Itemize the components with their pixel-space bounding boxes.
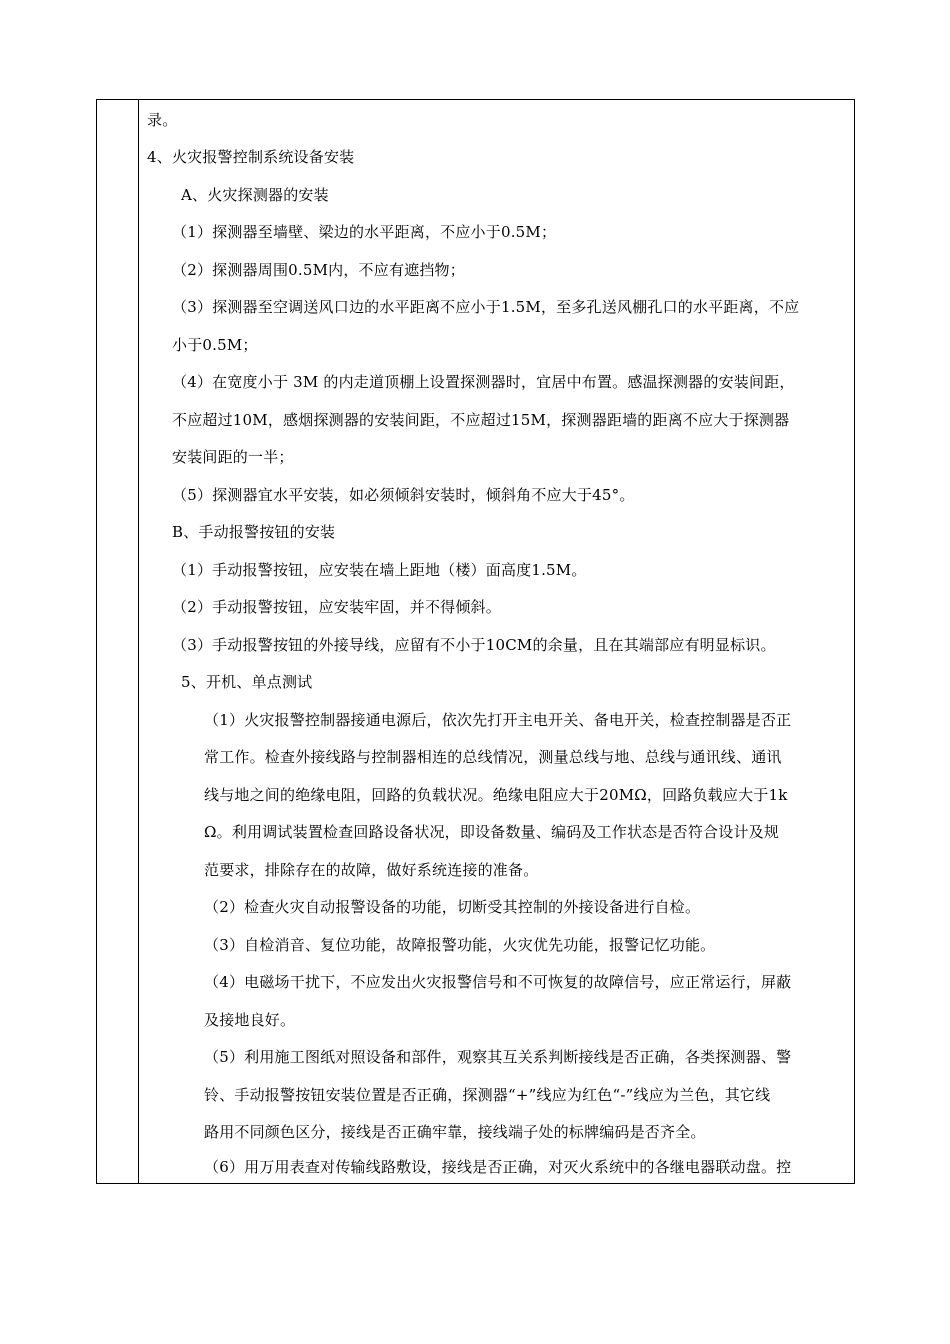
text-line: 路用不同颜色区分，接线是否正确牢靠，接线端子处的标牌编码是否齐全。 — [204, 1123, 706, 1141]
text-line: （1）手动报警按钮，应安装在墙上距地（楼）面高度1.5M。 — [172, 561, 587, 579]
text-line: （6）用万用表查对传输线路敷设，接线是否正确，对灭火系统中的各继电器联动盘。控 — [204, 1158, 792, 1176]
text-line: （1）火灾报警控制器接通电源后，依次先打开主电开关、备电开关，检查控制器是否正 — [204, 711, 792, 729]
text-line: 及接地良好。 — [204, 1011, 296, 1029]
subsection-heading: A、火灾探测器的安装 — [181, 186, 329, 204]
text-line: （2）检查火灾自动报警设备的功能，切断受其控制的外接设备进行自检。 — [204, 898, 701, 916]
text-line: （4）电磁场干扰下，不应发出火灾报警信号和不可恢复的故障信号，应正常运行，屏蔽 — [204, 973, 792, 991]
section-heading: 5、开机、单点测试 — [181, 673, 313, 691]
text-line: （2）手动报警按钮，应安装牢固，并不得倾斜。 — [172, 598, 501, 616]
text-line: （3）手动报警按钮的外接导线，应留有不小于10CM的余量，且在其端部应有明显标识。 — [172, 636, 776, 654]
text-line: （5）利用施工图纸对照设备和部件，观察其互关系判断接线是否正确，各类探测器、警 — [204, 1048, 792, 1066]
text-line: （5）探测器宜水平安装，如必须倾斜安装时，倾斜角不应大于45°。 — [172, 486, 635, 504]
text-line: 小于0.5M； — [172, 336, 258, 354]
text-line: 常工作。检查外接线路与控制器相连的总线情况，测量总线与地、总线与通讯线、通讯 — [204, 748, 782, 766]
text-line: （3）自检消音、复位功能，故障报警功能，火灾优先功能，报警记忆功能。 — [204, 936, 716, 954]
text-line: （2）探测器周围0.5M内，不应有遮挡物； — [172, 261, 465, 279]
text-line: （1）探测器至墙壁、梁边的水平距离，不应小于0.5M； — [172, 223, 557, 241]
text-line: 范要求，排除存在的故障，做好系统连接的准备。 — [204, 861, 539, 879]
subsection-heading: B、手动报警按钮的安装 — [172, 523, 336, 541]
section-heading: 4、火灾报警控制系统设备安装 — [147, 148, 355, 166]
left-column — [97, 100, 139, 1183]
text-line: Ω。利用调试装置检查回路设备状况，即设备数量、编码及工作状态是否符合设计及规 — [204, 823, 780, 841]
text-line: 铃、手动报警按钮安装位置是否正确，探测器“+”线应为红色“-”线应为兰色，其它线 — [204, 1086, 771, 1104]
text-line: 安装间距的一半； — [172, 448, 294, 466]
text-line: 录。 — [147, 111, 178, 129]
text-line: 不应超过10M，感烟探测器的安装间距，不应超过15M，探测器距墙的距离不应大于探测器 — [172, 411, 790, 429]
text-line: （3）探测器至空调送风口边的水平距离不应小于1.5M，至多孔送风棚孔口的水平距离，不应 — [172, 298, 800, 316]
text-line: （4）在宽度小于 3M 的内走道顶棚上设置探测器时，宜居中布置。感温探测器的安装间距， — [172, 373, 795, 391]
text-line: 线与地之间的绝缘电阻，回路的负载状况。绝缘电阻应大于20MΩ，回路负载应大于1k — [204, 786, 788, 804]
